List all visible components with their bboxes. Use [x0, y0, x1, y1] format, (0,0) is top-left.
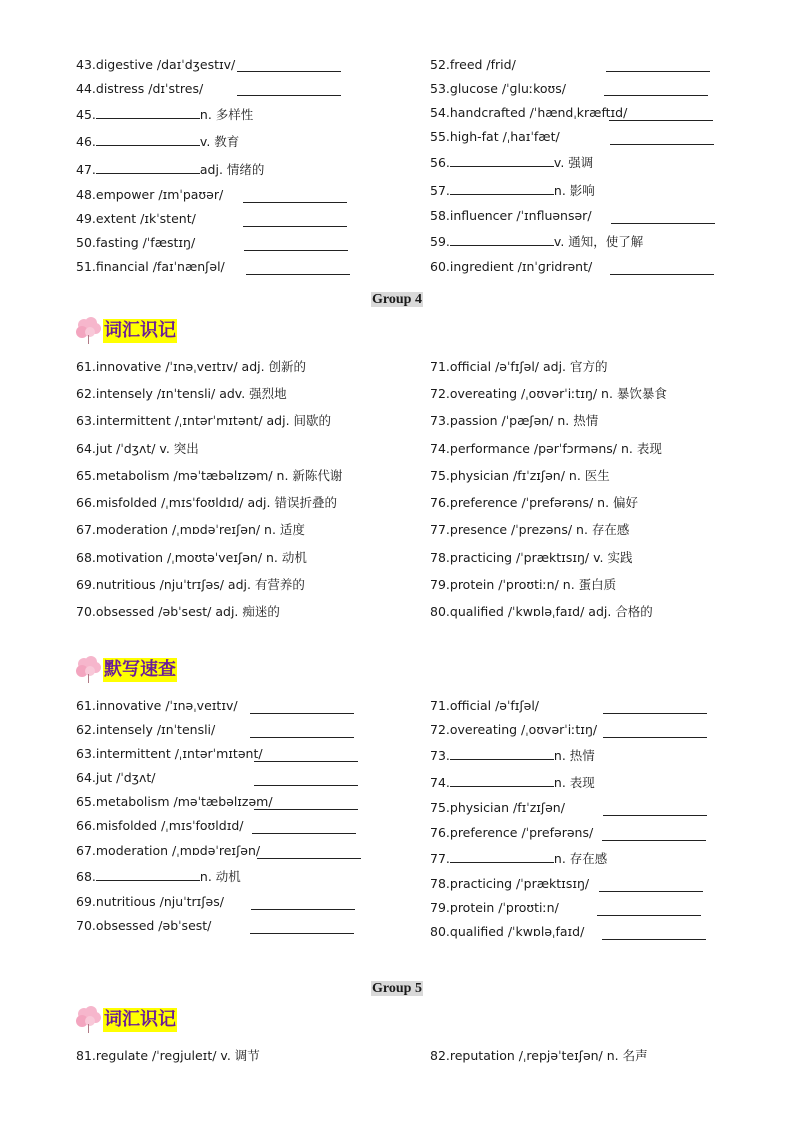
dictation-entry: 68. n. 动机	[76, 869, 241, 884]
answer-blank[interactable]	[243, 202, 347, 203]
answer-blank[interactable]	[597, 915, 701, 916]
entry-46: 46. v. 教育	[76, 134, 240, 149]
entry-56: 56. v. 强调	[430, 155, 594, 170]
answer-blank[interactable]	[450, 233, 554, 246]
answer-blank[interactable]	[609, 120, 713, 121]
dictation-entry: 62.intensely /ɪnˈtensli/	[76, 722, 216, 737]
group-5-title: Group 5	[372, 981, 422, 996]
vocab-entry: 76.preference /ˈprefərəns/ n. 偏好	[430, 495, 639, 510]
vocab-entry: 73.passion /ˈpæʃən/ n. 热情	[430, 413, 599, 428]
entry-57: 57. n. 影响	[430, 183, 595, 198]
entry-51: 51.financial /faɪˈnænʃəl/	[76, 259, 225, 274]
vocab-entry: 62.intensely /ɪnˈtensli/ adv. 强烈地	[76, 386, 287, 401]
entry-54: 54.handcrafted /ˈhændˌkræftɪd/	[430, 105, 628, 120]
vocab-entry: 79.protein /ˈproʊtiːn/ n. 蛋白质	[430, 577, 617, 592]
vocab-entry: 77.presence /ˈprezəns/ n. 存在感	[430, 522, 630, 537]
entry-47: 47. adj. 情绪的	[76, 162, 265, 177]
answer-blank[interactable]	[603, 815, 707, 816]
answer-blank[interactable]	[603, 737, 707, 738]
entry-50: 50.fasting /ˈfæstɪŋ/	[76, 235, 196, 250]
vocab-entry: 81.regulate /ˈreɡjuleɪt/ v. 调节	[76, 1048, 260, 1063]
dictation-entry: 77. n. 存在感	[430, 851, 608, 866]
entry-58: 58.influencer /ˈɪnfluənsər/	[430, 208, 592, 223]
entry-44: 44.distress /dɪˈstres/	[76, 81, 204, 96]
answer-blank[interactable]	[606, 71, 710, 72]
answer-blank[interactable]	[610, 144, 714, 145]
answer-blank[interactable]	[237, 71, 341, 72]
answer-blank[interactable]	[599, 891, 703, 892]
entry-48: 48.empower /ɪmˈpaʊər/	[76, 187, 224, 202]
dictation-entry: 76.preference /ˈprefərəns/	[430, 825, 594, 840]
answer-blank[interactable]	[450, 154, 554, 167]
answer-blank[interactable]	[450, 774, 554, 787]
answer-blank[interactable]	[250, 933, 354, 934]
dictation-entry: 78.practicing /ˈpræktɪsɪŋ/	[430, 876, 590, 891]
dictation-entry: 70.obsessed /əbˈsest/	[76, 918, 212, 933]
flower-icon	[76, 317, 102, 345]
dictation-entry: 71.official /əˈfɪʃəl/	[430, 698, 540, 713]
entry-55: 55.high-fat /ˌhaɪˈfæt/	[430, 129, 560, 144]
vocab-entry: 67.moderation /ˌmɒdəˈreɪʃən/ n. 适度	[76, 522, 305, 537]
vocab-entry: 72.overeating /ˌoʊvərˈiːtɪŋ/ n. 暴饮暴食	[430, 386, 667, 401]
answer-blank[interactable]	[237, 95, 341, 96]
answer-blank[interactable]	[257, 858, 361, 859]
section-title: 词汇识记	[104, 1009, 176, 1030]
dictation-entry: 66.misfolded /ˌmɪsˈfoʊldɪd/	[76, 818, 244, 833]
vocab-entry: 69.nutritious /njuˈtrɪʃəs/ adj. 有营养的	[76, 577, 305, 592]
answer-blank[interactable]	[246, 274, 350, 275]
entry-49: 49.extent /ɪkˈstent/	[76, 211, 196, 226]
answer-blank[interactable]	[254, 809, 358, 810]
entry-53: 53.glucose /ˈɡluːkoʊs/	[430, 81, 566, 96]
answer-blank[interactable]	[252, 833, 356, 834]
vocab-section-header	[76, 316, 177, 346]
vocab-entry: 80.qualified /ˈkwɒləˌfaɪd/ adj. 合格的	[430, 604, 653, 619]
answer-blank[interactable]	[96, 868, 200, 881]
vocab-section-header	[76, 1005, 177, 1035]
dictation-entry: 73. n. 热情	[430, 748, 595, 763]
vocab-entry: 82.reputation /ˌrepjəˈteɪʃən/ n. 名声	[430, 1048, 648, 1063]
dictation-entry: 67.moderation /ˌmɒdəˈreɪʃən/	[76, 843, 261, 858]
dictation-entry: 79.protein /ˈproʊtiːn/	[430, 900, 559, 915]
dictation-entry: 63.intermittent /ˌɪntərˈmɪtənt/	[76, 746, 263, 761]
section-title: 默写速查	[104, 659, 176, 680]
answer-blank[interactable]	[96, 161, 200, 174]
answer-blank[interactable]	[603, 713, 707, 714]
top-left-column	[76, 0, 376, 280]
entry-59: 59. v. 通知，使了解	[430, 234, 644, 249]
answer-blank[interactable]	[610, 274, 714, 275]
answer-blank[interactable]	[602, 939, 706, 940]
answer-blank[interactable]	[243, 226, 347, 227]
answer-blank[interactable]	[450, 747, 554, 760]
answer-blank[interactable]	[450, 182, 554, 195]
answer-blank[interactable]	[250, 737, 354, 738]
vocab-entry: 75.physician /fɪˈzɪʃən/ n. 医生	[430, 468, 610, 483]
flower-icon	[76, 1006, 102, 1034]
dictation-entry: 64.jut /ˈdʒʌt/	[76, 770, 156, 785]
dictation-entry: 72.overeating /ˌoʊvərˈiːtɪŋ/	[430, 722, 598, 737]
entry-45: 45. n. 多样性	[76, 107, 254, 122]
vocab-entry: 65.metabolism /məˈtæbəlɪzəm/ n. 新陈代谢	[76, 468, 343, 483]
answer-blank[interactable]	[244, 250, 348, 251]
vocab-entry: 71.official /əˈfɪʃəl/ adj. 官方的	[430, 359, 608, 374]
answer-blank[interactable]	[96, 106, 200, 119]
vocab-entry: 70.obsessed /əbˈsest/ adj. 痴迷的	[76, 604, 280, 619]
dictation-entry: 69.nutritious /njuˈtrɪʃəs/	[76, 894, 224, 909]
vocab-entry: 63.intermittent /ˌɪntərˈmɪtənt/ adj. 间歇的	[76, 413, 332, 428]
vocab-entry: 68.motivation /ˌmoʊtəˈveɪʃən/ n. 动机	[76, 550, 307, 565]
answer-blank[interactable]	[250, 713, 354, 714]
flower-icon	[76, 656, 102, 684]
vocab-entry: 66.misfolded /ˌmɪsˈfoʊldɪd/ adj. 错误折叠的	[76, 495, 337, 510]
answer-blank[interactable]	[254, 761, 358, 762]
answer-blank[interactable]	[602, 840, 706, 841]
dictation-entry: 74. n. 表现	[430, 775, 595, 790]
dictation-entry: 75.physician /fɪˈzɪʃən/	[430, 800, 565, 815]
section-title: 词汇识记	[104, 320, 176, 341]
entry-52: 52.freed /frid/	[430, 57, 516, 72]
vocab-entry: 74.performance /pərˈfɔrməns/ n. 表现	[430, 441, 662, 456]
vocab-entry: 64.jut /ˈdʒʌt/ v. 突出	[76, 441, 199, 456]
answer-blank[interactable]	[96, 133, 200, 146]
dictation-entry: 61.innovative /ˈɪnəˌveɪtɪv/	[76, 698, 238, 713]
group-4-title: Group 4	[372, 292, 422, 307]
entry-60: 60.ingredient /ɪnˈɡridrənt/	[430, 259, 593, 274]
dictation-section-header	[76, 655, 177, 685]
answer-blank[interactable]	[450, 850, 554, 863]
answer-blank[interactable]	[604, 95, 708, 96]
answer-blank[interactable]	[611, 223, 715, 224]
dictation-entry: 65.metabolism /məˈtæbəlɪzəm/	[76, 794, 273, 809]
entry-43: 43.digestive /daɪˈdʒestɪv/	[76, 57, 236, 72]
answer-blank[interactable]	[254, 785, 358, 786]
vocab-entry: 61.innovative /ˈɪnəˌveɪtɪv/ adj. 创新的	[76, 359, 307, 374]
answer-blank[interactable]	[251, 909, 355, 910]
top-right-column	[430, 0, 730, 280]
vocab-entry: 78.practicing /ˈpræktɪsɪŋ/ v. 实践	[430, 550, 633, 565]
dictation-entry: 80.qualified /ˈkwɒləˌfaɪd/	[430, 924, 585, 939]
